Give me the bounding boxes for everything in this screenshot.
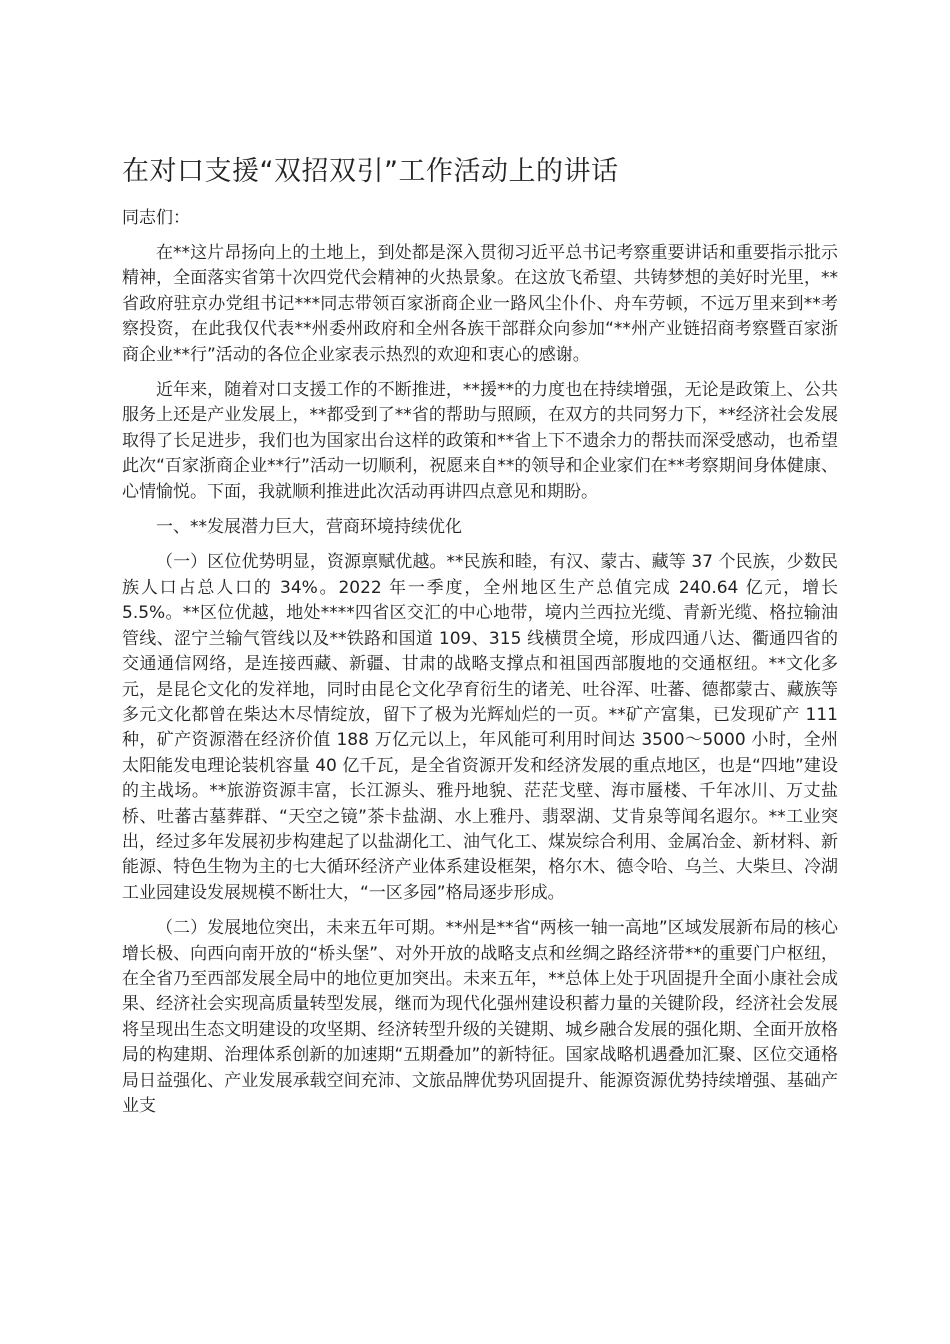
subsection-location-advantage: （一）区位优势明显，资源禀赋优越。**民族和睦，有汉、蒙古、藏等 37 个民族，少数民族人口占总人口的 34%。2022 年一季度，全州地区生产总值完成 240.64 亿元，增长 5.5%。**区位优越，地处****四省区交汇的中心地带，境内兰西拉光缆、青新光缆、格拉输油管线、涩宁兰输气管线以及**铁路和国道 109、315 线横贯全境，形成四通八达、衢通四省的交通通信网络，是连接西藏、新疆、甘肃的战略支撑点和祖国西部腹地的交通枢纽。**文化多元，是昆仑文化的发祥地，同时由昆仑文化孕育衍生的诸羌、吐谷浑、吐蕃、德都蒙古、藏族等多元文化都曾在柴达木尽情绽放，留下了极为光辉灿烂的一页。**矿产富集，已发现矿产 111 种，矿产资源潜在经济价值 188 万亿元以上，年风能可利用时间达 3500～5000 小时，全州太阳能发电理论装机容量 40 亿千瓦，是全省资源开发和经济发展的重点地区，也是“四地”建设的主战场。**旅游资源丰富，长江源头、雅丹地貌、茫茫戈壁、海市蜃楼、千年冰川、万丈盐桥、吐蕃古墓葬群、“天空之镜”茶卡盐湖、水上雅丹、翡翠湖、艾肯泉等闻名遐尔。**工业突出，经过多年发展初步构建起了以盐湖化工、油气化工、煤炭综合利用、金属冶金、新材料、新能源、特色生物为主的七大循环经济产业体系建设框架，格尔木、德令哈、乌兰、大柴旦、冷湖工业园建设发展规模不断壮大，“一区多园”格局逐步形成。 [122, 552, 838, 903]
subsection-development-status: （二）发展地位突出，未来五年可期。**州是**省“两核一轴一高地”区域发展新布局的核心增长极、向西向南开放的“桥头堡”、对外开放的战略支点和丝绸之路经济带**的重要门户枢纽，在全省乃至西部发展全局中的地位更加突出。未来五年，**总体上处于巩固提升全面小康社会成果、经济社会实现高质量转型发展，继而为现代化强州建设积蓄力量的关键阶段，经济社会发展将呈现出生态文明建设的攻坚期、经济转型升级的关键期、城乡融合发展的强化期、全面开放格局的构建期、治理体系创新的加速期“五期叠加”的新特征。国家战略机遇叠加汇聚、区位交通格局日益强化、产业发展承载空间充沛、文旅品牌优势巩固提升、能源资源优势持续增强、基础产业支 [122, 918, 838, 1116]
paragraph-opening: 在**这片昂扬向上的土地上，到处都是深入贯彻习近平总书记考察重要讲话和重要指示批示精神，全面落实省第十次四党代会精神的火热景象。在这放飞希望、共铸梦想的美好时光里，**省政府驻京办党组书记***同志带领百家浙商企业一路风尘仆仆、舟车劳顿，不远万里来到**考察投资，在此我仅代表**州委州政府和全州各族干部群众向参加“**州产业链招商考察暨百家浙商企业**行”活动的各位企业家表示热烈的欢迎和衷心的感谢。 [122, 243, 838, 365]
section-heading: 一、**发展潜力巨大，营商环境持续优化 [156, 517, 462, 538]
document-title: 在对口支援“双招双引”工作活动上的讲话 [122, 156, 619, 187]
document-page [122, 150, 838, 1129]
paragraph-background: 近年来，随着对口支援工作的不断推进，**援**的力度也在持续增强，无论是政策上、公共服务上还是产业发展上，**都受到了**省的帮助与照顾，在双方的共同努力下，**经济社会发展取得了长足进步，我们也为国家出台这样的政策和**省上下不遗余力的帮扶而深受感动，也希望此次“百家浙商企业**行”活动一切顺利，祝愿来自**的领导和企业家们在**考察期间身体健康、心情愉悦。下面，我就顺利推进此次活动再讲四点意见和期盼。 [122, 380, 838, 502]
salutation: 同志们： [122, 208, 190, 228]
